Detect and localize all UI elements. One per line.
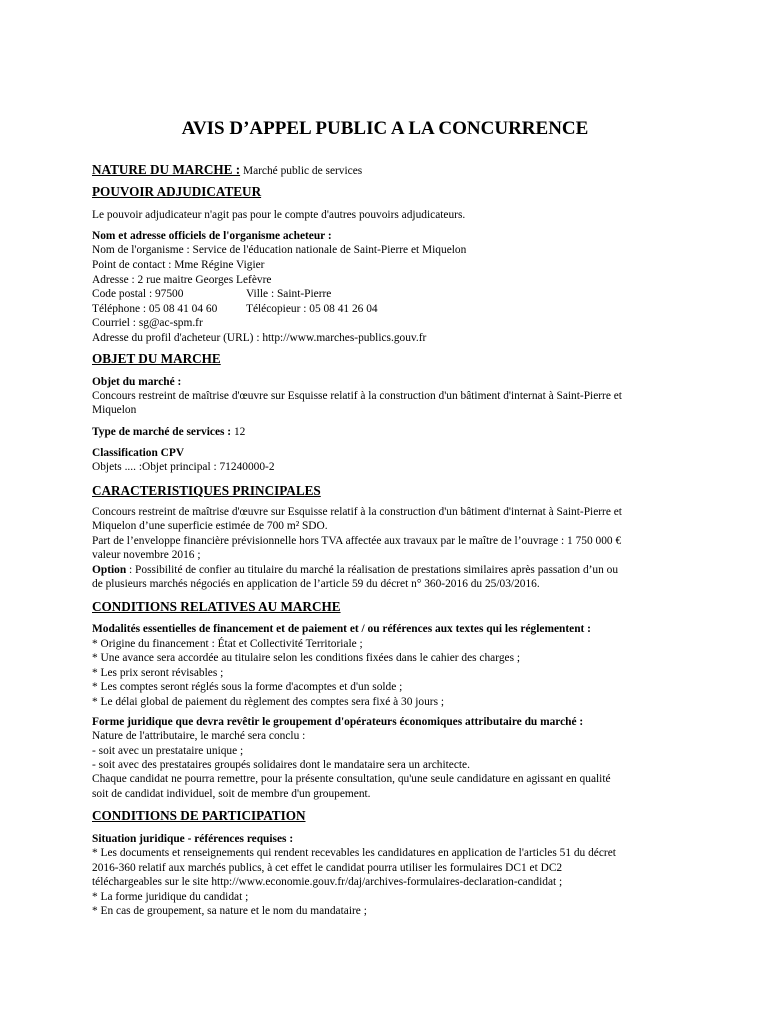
- option-line-1: [92, 563, 702, 578]
- participation-line: * En cas de groupement, sa nature et le nom du mandataire ;: [92, 905, 367, 917]
- profil-acheteur-line: Adresse du profil d'acheteur (URL) : http://www.marches-publics.gouv.fr: [92, 332, 427, 344]
- list-item: * Une avance sera accordée au titulaire selon les conditions fixées dans le cahier des charges ;: [92, 652, 521, 664]
- participation-line: * Les documents et renseignements qui rendent recevables les candidatures en application de l'articles 51 du décret: [92, 847, 616, 859]
- courriel-line: Courriel : sg@ac-spm.fr: [92, 317, 203, 329]
- section-heading-conditions-relatives: CONDITIONS RELATIVES AU MARCHE: [92, 599, 341, 614]
- nom-adresse-heading: Nom et adresse officiels de l'organisme acheteur :: [92, 230, 332, 242]
- caract-line-3: Part de l’enveloppe financière prévisionnelle hors TVA affectée aux travaux par le maître de l’ouvrage : 1 750 000 €: [92, 535, 622, 547]
- contact-line: Point de contact : Mme Régine Vigier: [92, 259, 265, 271]
- type-label: Type de marché de services :: [92, 426, 232, 438]
- telecopieur: Télécopieur : 05 08 41 26 04: [246, 303, 378, 315]
- participation-line: 2016-360 relatif aux marchés publics, à cet effet le candidat pourra utiliser les formulaires DC1 et DC2: [92, 862, 563, 874]
- objet-line-1: Concours restreint de maîtrise d'œuvre sur Esquisse relatif à la construction d'un bâtiment d'internat à Saint-Pierre et: [92, 390, 622, 402]
- list-item: * Les prix seront révisables ;: [92, 667, 224, 679]
- list-item: * Origine du financement : État et Collectivité Territoriale ;: [92, 638, 363, 650]
- code-postal-line: [92, 287, 702, 302]
- page-title: AVIS D’APPEL PUBLIC A LA CONCURRENCE: [181, 118, 589, 139]
- modalites-heading: Modalités essentielles de financement et de paiement et / ou références aux textes qui les réglementent :: [92, 623, 591, 635]
- objet-label: Objet du marché :: [92, 376, 182, 388]
- telephone-line: [92, 302, 702, 317]
- section-heading-caracteristiques: CARACTERISTIQUES PRINCIPALES: [92, 483, 321, 498]
- list-item: * Les comptes seront réglés sous la forme d'acomptes et d'un solde ;: [92, 681, 403, 693]
- option-label: Option: [92, 564, 127, 576]
- organisme-line: Nom de l'organisme : Service de l'éducation nationale de Saint-Pierre et Miquelon: [92, 244, 467, 256]
- nature-line: [92, 163, 702, 179]
- type-value: 12: [231, 426, 246, 438]
- caract-line-1: Concours restreint de maîtrise d'œuvre sur Esquisse relatif à la construction d'un bâtiment d'internat à Saint-Pierre et: [92, 506, 622, 518]
- forme-line: Nature de l'attributaire, le marché sera conclu :: [92, 730, 306, 742]
- participation-line: * La forme juridique du candidat ;: [92, 891, 249, 903]
- section-heading-objet: OBJET DU MARCHE: [92, 351, 221, 366]
- situation-juridique-heading: Situation juridique - références requises :: [92, 833, 294, 845]
- code-postal: Code postal : 97500: [92, 288, 184, 300]
- section-heading-pouvoir: POUVOIR ADJUDICATEUR: [92, 184, 262, 199]
- type-marche-line: [92, 425, 702, 440]
- list-item: * Le délai global de paiement du règlement des comptes sera fixé à 30 jours ;: [92, 696, 445, 708]
- option-text: : Possibilité de confier au titulaire du marché la réalisation de prestations similaires après passation d’un ou: [126, 564, 619, 576]
- forme-juridique-heading: Forme juridique que devra revêtir le groupement d'opérateurs économiques attributaire du marché :: [92, 716, 584, 728]
- forme-line: - soit avec des prestataires groupés solidaires dont le mandataire sera un architecte.: [92, 759, 470, 771]
- forme-line: Chaque candidat ne pourra remettre, pour la présente consultation, qu'une seule candidature en agissant en qualité: [92, 773, 611, 785]
- cpv-value: Objets .... :Objet principal : 71240000-2: [92, 461, 275, 473]
- pouvoir-text: Le pouvoir adjudicateur n'agit pas pour le compte d'autres pouvoirs adjudicateurs.: [92, 209, 466, 221]
- nature-label: NATURE DU MARCHE :: [92, 162, 241, 177]
- caract-line-2: Miquelon d’une superficie estimée de 700 m² SDO.: [92, 520, 328, 532]
- caract-line-4: valeur novembre 2016 ;: [92, 549, 201, 561]
- adresse-line: Adresse : 2 rue maitre Georges Lefèvre: [92, 274, 272, 286]
- telephone: Téléphone : 05 08 41 04 60: [92, 303, 218, 315]
- section-heading-conditions-participation: CONDITIONS DE PARTICIPATION: [92, 808, 306, 823]
- forme-line: soit de candidat individuel, soit de membre d'un groupement.: [92, 788, 371, 800]
- objet-line-2: Miquelon: [92, 404, 137, 416]
- participation-line: téléchargeables sur le site http://www.economie.gouv.fr/daj/archives-formulaires-declaration-candidat ;: [92, 876, 563, 888]
- cpv-label: Classification CPV: [92, 447, 185, 459]
- option-line-2: de plusieurs marchés négociés en application de l’article 59 du décret n° 360-2016 du 25/03/2016.: [92, 578, 540, 590]
- forme-line: - soit avec un prestataire unique ;: [92, 745, 244, 757]
- ville: Ville : Saint-Pierre: [246, 288, 332, 300]
- nature-value: Marché public de services: [240, 165, 363, 177]
